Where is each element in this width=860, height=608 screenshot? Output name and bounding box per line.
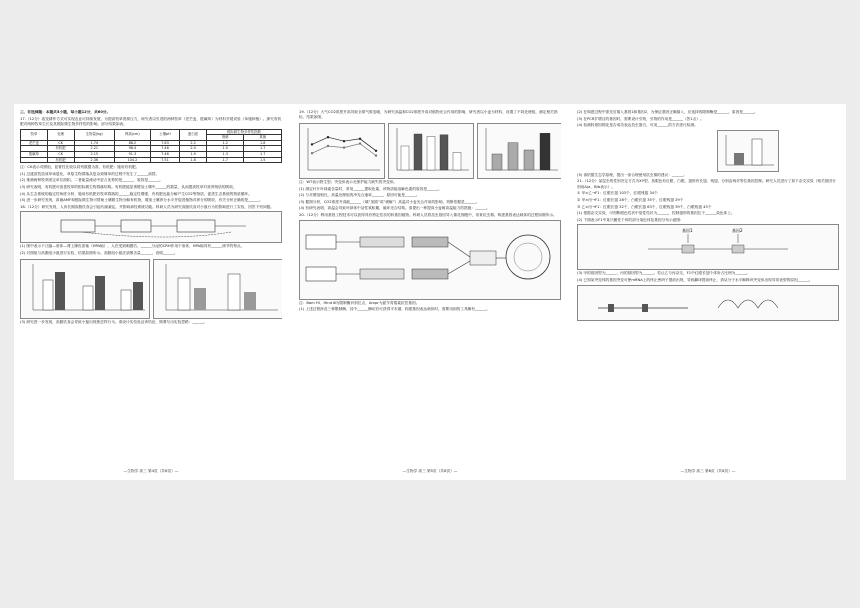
- table-cell: 1.3: [206, 151, 243, 157]
- table-cell: 2.36: [74, 157, 115, 163]
- table-header: 生物量(kg): [74, 129, 115, 140]
- cross-result: ① 甲×乙→F1：红眼长翅 103个，红眼残翅 34个: [577, 191, 658, 196]
- data-point: [359, 142, 361, 144]
- bar-chart-b: [153, 259, 282, 319]
- table-cell: CK: [47, 140, 74, 146]
- bar: [453, 152, 461, 170]
- question-19-3: (3) 据图分析，CO2浓度升高能______（填“加剧”或“缓解”）高温对小麦光合作用的影响，判断依据是______。: [299, 199, 480, 204]
- bar: [492, 154, 502, 170]
- page-column-6: [577, 110, 839, 474]
- table-cell: 7.51: [150, 157, 179, 163]
- table-cell: 1.7: [206, 157, 243, 163]
- table-cell: 1.7: [244, 151, 282, 157]
- bar-chart-a: [20, 259, 150, 319]
- data-point: [327, 145, 329, 147]
- question-17-1: (1) 过渡放牧造成草场退化，草原生物群落从复杂到简单的过程中发生了______演替。: [20, 171, 160, 176]
- table-cell: CK: [47, 151, 74, 157]
- table-cell: 有机肥: [47, 157, 74, 163]
- question-21-stem: 21.（12分）某昆虫的性别决定方式为XY型，其眼色有红眼、白眼，翅形有长翅、残翅，分别由两对等位基因控制。研究人员进行了如下杂交实验（相关基因分别用A/a、B/b表示）。: [577, 179, 836, 189]
- bar: [401, 146, 409, 170]
- table-cell: 7.63: [150, 140, 179, 146]
- mrna-diagram: [577, 285, 839, 321]
- question-17-4: (4) 从生态系统的稳定性角度分析，施用有机肥后牧草群落的______稳定性增强，有机肥也能分解产生CO2等物质，促进生态系统的物质循环。: [20, 191, 252, 196]
- question-17-stem: 17.（12分）改变耕作方式可实现农业可持续发展，为提高牧草资源压力，研究者以引进的两种牧草（老芒麦、披碱草）为材料开展试验（单施种植）。探究有机肥对两种牧草生长及其根际微生物多样性的影响，部分结果如表。: [20, 116, 282, 126]
- question-20-5: (5) 请依据生态学原理，提出一条合理使用抗虫棉的建议：______。: [577, 172, 687, 177]
- exam-sheet: [14, 104, 846, 480]
- table-cell: 2.2: [180, 140, 207, 146]
- bar-chart-2: [388, 123, 474, 179]
- data-table: [20, 129, 282, 164]
- table-cell: [21, 157, 48, 163]
- page-footer: —生物学 高三 第4页（共6页）—: [123, 468, 179, 473]
- question-18-2: (2) 对照组与高脂组小鼠进行实验，结果如图所示。高脂组小鼠皮质醇含量______，说明______。: [20, 250, 178, 255]
- cross-result: ② 甲×丙→F1：红眼长翅 28个，白眼长翅 35个，红眼残翅 29个: [577, 197, 684, 202]
- question-20-3: (3) 在PCR扩增目的基因时，需要设计引物，引物的作用是______（答1点）。: [577, 116, 704, 121]
- gene-diagram: [577, 224, 839, 270]
- table-header: 真菌: [244, 135, 282, 141]
- question-19-4: (4) 有研究表明，高温会导致叶绿体中活性氧积累，破坏光合结构。请提出一种提高小麦耐高温能力的措施：______。: [299, 206, 490, 211]
- table-cell: 2.0: [180, 146, 207, 152]
- page-column-4: [20, 110, 282, 474]
- small-bar-chart: [717, 130, 779, 172]
- table-cell: 88.2: [115, 140, 151, 146]
- table-cell: 1.8: [180, 157, 207, 163]
- question-20-stem: 20.（12分）利用基因工程技术可以获得具有特定性状的转基因植物。科研人员将抗虫基因导入棉花细胞中，培育抗虫棉。构建基因表达载体的过程如图所示。: [299, 212, 557, 217]
- question-20-2: (2) 在构建过程中需先后插入基因1和基因2，为保证基因正确插入，应选择的限制酶是______，原因是______。: [577, 110, 758, 114]
- data-point: [327, 136, 329, 138]
- question-18-1: (1) 图中表示下丘脑—垂体—肾上腺皮质轴（HPA轴），人在受到刺激后，______分泌的CRH作用于垂体，HPA轴具有______调节的特点。: [20, 244, 245, 249]
- page-footer: —生物学 高三 第5页（共6页）—: [402, 468, 458, 473]
- question-21-2: (2) 下图表示F1中某只雌性个体的部分染色体及基因分布示意图：: [577, 217, 684, 222]
- table-cell: 2.21: [74, 146, 115, 152]
- section-heading: 三、非选择题：本题共5小题，每小题12分，共60分。: [20, 110, 111, 114]
- question-17-2: (2) 推测两种牧草固定单位面积，二者能量流动中更占优势的是______，原因是______。: [20, 178, 163, 183]
- data-point: [311, 152, 313, 154]
- table-cell: 91.3: [115, 151, 151, 157]
- question-21-4: (4) 已知某突变体的基因突变可使mRNA上的终止密码子提前出现，导致翻译提前终止，请从分子水平解释该突变体出现异常表型的原因______。: [577, 277, 813, 282]
- gene-label: 基因1: [682, 228, 693, 234]
- table-cell: 1.5: [244, 157, 282, 163]
- table-cell: 1.5: [206, 146, 243, 152]
- data-point: [311, 143, 313, 145]
- table-cell: 老芒麦: [21, 140, 48, 146]
- question-17-5: (5) 进一步研究发现，真菌AMF和根际微生物可帮助土壤微生物分解有机物，增加土壤养分水平并促进植物对养分的吸收，有关分析正确的是______。: [20, 198, 263, 203]
- question-18-stem: 18.（12分）研究发现，人体长期高脂饮食会引起代谢紊乱，并影响神经系统功能。科研人员为研究高脂饮食对小鼠行为的影响进行了实验，回答下列问题。: [20, 204, 274, 209]
- bar: [508, 143, 518, 170]
- series-line: [312, 144, 376, 156]
- data-point: [343, 146, 345, 148]
- table-cell: 7.48: [150, 146, 179, 152]
- figure-note: 注：Bam HⅠ、Hind Ⅲ为限制酶识别位点，Ampr为氨苄青霉素抗性基因。: [299, 300, 420, 305]
- table-note: 注：CK表示对照组，显著性比较以同列数据为准，有机肥：施用有机肥。: [20, 165, 140, 170]
- question-21-1: (1) 根据杂交实验，可判断眼色性状中显性性状为______，控制翅形的基因位于______染色体上。: [577, 211, 735, 216]
- bar: [414, 134, 422, 170]
- table-cell: 披碱草: [21, 151, 48, 157]
- table-cell: 1.9: [180, 151, 207, 157]
- table-header: 细菌: [206, 135, 243, 141]
- question-19-1: (1) 测定叶片叶绿素含量时，常用______提取色素，该物质能溶解色素的原因是______。: [299, 186, 442, 191]
- table-header: 土壤pH: [150, 129, 179, 140]
- table-header: 根际微生物多样性指数: [206, 129, 281, 135]
- cross-result: ③ 乙×丙→F1：红眼长翅 32个，白眼长翅 63个，红眼残翅 39个，白眼残翅 43个: [577, 204, 712, 209]
- table-cell: 1.8: [244, 140, 282, 146]
- table-cell: 有机肥: [47, 146, 74, 152]
- figure-legend: 注：WT表示野生型；突变体表示光保护能力缺失的突变体。: [299, 180, 398, 184]
- table-cell: 1.74: [74, 140, 115, 146]
- table-header: 处理: [47, 129, 74, 140]
- bar: [524, 150, 534, 170]
- table-row: [21, 157, 282, 163]
- line-chart-1: [299, 123, 385, 179]
- vector-construction-diagram: [299, 220, 561, 300]
- bar: [427, 136, 435, 170]
- table-header: 株高(cm): [115, 129, 151, 140]
- table-header: 牧草: [21, 129, 48, 140]
- table-cell: 1.2: [206, 140, 243, 146]
- data-point: [375, 154, 377, 156]
- bar-chart-3: [477, 123, 561, 179]
- table-cell: 7.46: [150, 151, 179, 157]
- data-point: [359, 138, 361, 140]
- table-header: 蛋白质: [180, 129, 207, 140]
- question-19-stem: 19.（12分）大气CO2浓度升高导致全球气候变暖，为研究高温和CO2浓度升高对植物光合作用的影响，研究者以小麦为材料，设置了不同处理组，测定相关指标，结果如图。: [299, 110, 558, 120]
- question-17-3: (3) 研究表明，有机肥可改善牧草的根际微生物群落结构。有机肥能显著增加土壤中______的数量，从而提高牧草对营养物质的吸收。: [20, 184, 237, 189]
- question-19-2: (2) 与对照组相比，高温处理组的净光合速率______，原因可能是______。: [299, 193, 420, 198]
- bar: [540, 133, 550, 170]
- page-column-5: [299, 110, 561, 474]
- table-cell: 1.7: [244, 146, 282, 152]
- question-20-1: (1) 上述过程涉及三种限制酶，其中______酶切后可获得平末端，构建基因表达载体时，需要用到的工具酶有______。: [299, 307, 490, 312]
- data-point: [343, 140, 345, 142]
- table-cell: 2.15: [74, 151, 115, 157]
- question-18-3: (3) 研究进一步发现，高脂饮食会导致小鼠出现焦虑样行为。请设计实验验证该结论，简要写出实验思路：______。: [20, 319, 208, 324]
- question-20-4: (4) 检测转基因棉花是否成功表达抗虫蛋白，可用______的方法进行检测。: [577, 123, 698, 128]
- bar: [440, 135, 448, 170]
- question-21-3: (3) 甲的基因型为______，丙的基因型为______。若让乙与丙杂交，F1中红眼长翅个体所占比例为______。: [577, 271, 751, 276]
- gene-label: 基因2: [732, 228, 743, 234]
- page-footer: —生物学 高三 第6页（共6页）—: [680, 468, 736, 473]
- hpa-axis-diagram: [20, 211, 282, 243]
- table-cell: 104.2: [115, 157, 151, 163]
- data-point: [375, 150, 377, 152]
- table-cell: 98.4: [115, 146, 151, 152]
